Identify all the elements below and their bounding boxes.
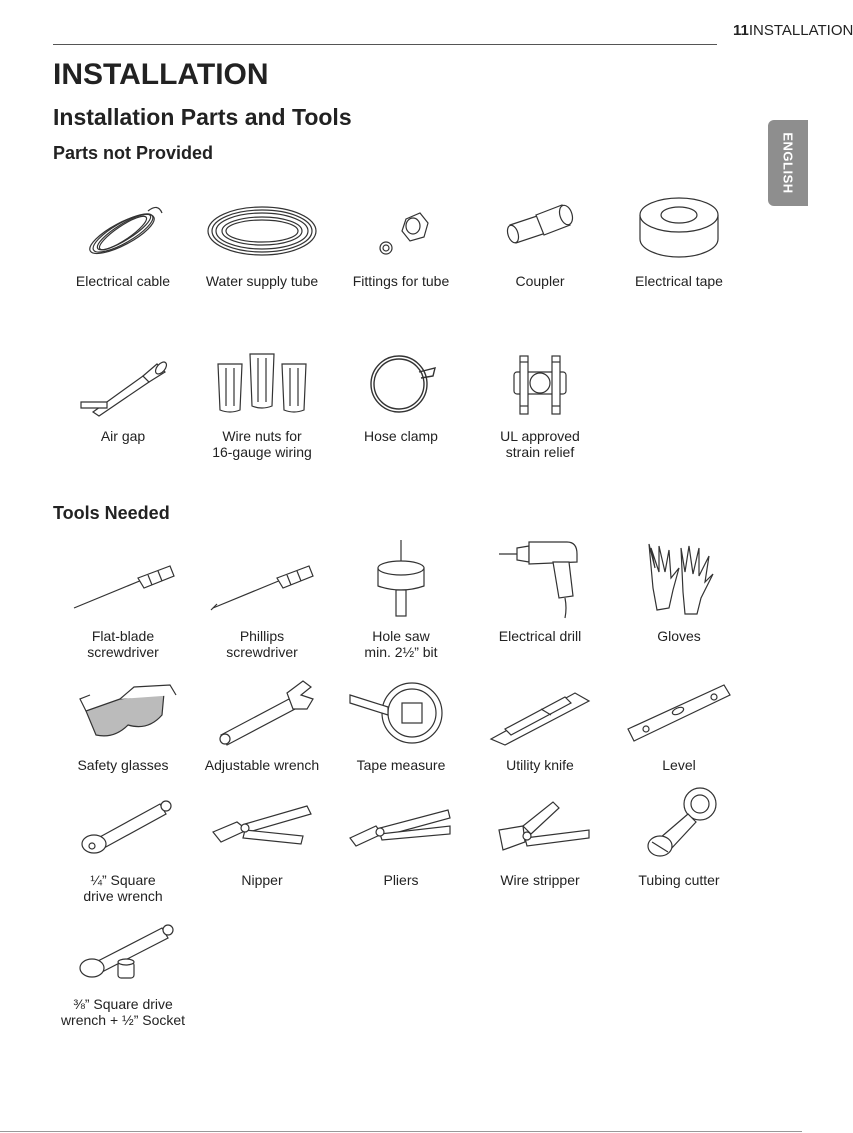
part-item <box>331 338 471 444</box>
tool-item <box>609 782 749 888</box>
part-item <box>470 338 610 460</box>
tool-label: Safety glasses <box>77 757 169 773</box>
pliers-icon <box>346 792 456 862</box>
tool-item <box>470 782 610 888</box>
parts-heading: Parts not Provided <box>53 143 214 163</box>
page-header <box>733 22 853 39</box>
part-label: UL approved strain relief <box>500 428 580 460</box>
tool-item <box>192 538 332 660</box>
coupler-icon <box>500 193 580 263</box>
tool-item <box>470 667 610 773</box>
tubing-cutter-icon <box>634 782 724 862</box>
part-item <box>609 183 749 289</box>
section-name: INSTALLATION <box>748 22 853 39</box>
wire-stripper-icon <box>485 792 595 862</box>
part-label: Wire nuts for 16-gauge wiring <box>212 428 312 460</box>
tool-label: Wire stripper <box>500 872 580 888</box>
wire-nuts-icon <box>212 348 312 418</box>
tool-label: ¼” Square drive wrench <box>83 872 163 904</box>
tool-label: Utility knife <box>506 757 574 773</box>
tool-item <box>53 667 193 773</box>
part-label: Air gap <box>100 428 146 444</box>
nipper-icon <box>207 792 317 862</box>
tape-roll-icon <box>634 193 724 263</box>
tool-label: Tubing cutter <box>638 872 720 888</box>
safety-glasses-icon <box>68 677 178 747</box>
part-item <box>192 338 332 460</box>
part-item <box>53 183 193 289</box>
page-title: INSTALLATION <box>53 58 269 91</box>
cable-coil-icon <box>78 193 168 263</box>
strain-relief-icon <box>500 348 580 418</box>
drill-icon <box>495 538 585 618</box>
tool-label: Electrical drill <box>498 628 582 644</box>
tool-item <box>331 538 471 660</box>
ratchet-socket-icon <box>68 916 178 986</box>
tool-label: Pliers <box>383 872 419 888</box>
tool-label: Hole saw min. 2½” bit <box>364 628 438 660</box>
part-item <box>53 338 193 444</box>
gloves-icon <box>639 538 719 618</box>
tool-label: Nipper <box>241 872 283 888</box>
language-tab-label: ENGLISH <box>780 132 796 194</box>
tube-coil-icon <box>205 193 320 263</box>
tool-item <box>331 782 471 888</box>
tool-item <box>53 538 193 660</box>
flat-screwdriver-icon <box>68 548 178 618</box>
tool-item <box>470 538 610 644</box>
tool-label: ⅜” Square drive wrench + ½” Socket <box>60 996 186 1028</box>
page-subtitle: Installation Parts and Tools <box>53 104 352 130</box>
part-label: Hose clamp <box>364 428 438 444</box>
tool-label: Adjustable wrench <box>204 757 320 773</box>
tool-item <box>53 906 193 1028</box>
fittings-icon <box>366 193 436 263</box>
tool-label: Level <box>662 757 696 773</box>
hole-saw-icon <box>366 538 436 618</box>
tool-label: Gloves <box>657 628 701 644</box>
footer-rule <box>0 1131 802 1132</box>
part-label: Electrical tape <box>635 273 723 289</box>
part-label: Electrical cable <box>75 273 171 289</box>
ratchet-icon <box>68 792 178 862</box>
adjustable-wrench-icon <box>207 677 317 747</box>
tool-label: Flat-blade screwdriver <box>87 628 159 660</box>
part-item <box>470 183 610 289</box>
language-tab[interactable] <box>768 120 808 206</box>
part-item <box>192 183 332 289</box>
tool-label: Phillips screwdriver <box>226 628 298 660</box>
utility-knife-icon <box>485 677 595 747</box>
tool-item <box>609 667 749 773</box>
header-rule <box>53 44 717 45</box>
part-label: Fittings for tube <box>352 273 450 289</box>
tool-item <box>609 538 749 644</box>
part-label: Water supply tube <box>205 273 319 289</box>
hose-clamp-icon <box>361 348 441 418</box>
phillips-screwdriver-icon <box>207 548 317 618</box>
part-item <box>331 183 471 289</box>
tool-item <box>192 667 332 773</box>
tool-label: Tape measure <box>356 757 446 773</box>
tool-item <box>53 782 193 904</box>
level-icon <box>624 677 734 747</box>
tools-heading: Tools Needed <box>53 503 170 523</box>
part-label: Coupler <box>515 273 565 289</box>
tool-item <box>331 667 471 773</box>
air-gap-icon <box>73 348 173 418</box>
tape-measure-icon <box>346 677 456 747</box>
tool-item <box>192 782 332 888</box>
page-number: 11 <box>733 22 749 39</box>
